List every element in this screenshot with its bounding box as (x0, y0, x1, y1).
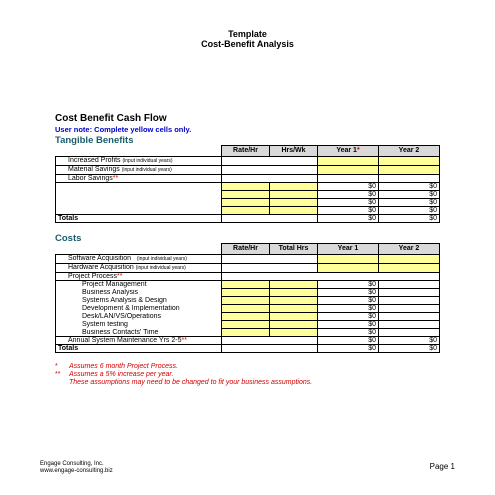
assumption-2: ** Assumes a 5% increase per year. (55, 371, 174, 378)
table-row (56, 207, 440, 215)
value-cell: $0 (318, 313, 379, 321)
empty-cell (222, 215, 270, 223)
table-row (56, 273, 440, 281)
table-row (56, 157, 440, 166)
table-row (56, 183, 440, 191)
total-year1: $0 (318, 215, 379, 223)
input-cell[interactable] (222, 183, 270, 191)
col-year1: Year 1* (318, 146, 379, 157)
row-label (56, 191, 222, 199)
value-cell: $0 (318, 183, 379, 191)
row-label: Project Process** (56, 273, 222, 281)
input-cell[interactable] (222, 313, 270, 321)
value-cell: $0 (318, 337, 379, 345)
input-cell[interactable] (270, 199, 318, 207)
input-cell[interactable] (222, 191, 270, 199)
row-label: System testing (56, 321, 222, 329)
totals-row (56, 345, 440, 353)
col-year2: Year 2 (379, 244, 440, 255)
row-label: Project Management (56, 281, 222, 289)
input-cell[interactable] (270, 191, 318, 199)
table-row (56, 191, 440, 199)
doc-title-line2: Cost-Benefit Analysis (201, 39, 294, 49)
table-row (56, 264, 440, 273)
input-cell[interactable] (222, 207, 270, 215)
tangible-benefits-heading: Tangible Benefits (55, 135, 134, 146)
empty-cell (379, 313, 440, 321)
empty-cell (270, 175, 318, 183)
empty-cell (270, 215, 318, 223)
row-label: Desk/LAN/VS/Operations (56, 313, 222, 321)
row-label: Material Savings (input individual years) (56, 166, 222, 175)
col-year2: Year 2 (379, 146, 440, 157)
value-cell: $0 (318, 191, 379, 199)
input-cell[interactable] (270, 321, 318, 329)
row-label: Development & Implementation (56, 305, 222, 313)
empty-cell (222, 273, 270, 281)
table-row (56, 329, 440, 337)
col-year1: Year 1 (318, 244, 379, 255)
table-row (56, 297, 440, 305)
total-year2: $0 (379, 215, 440, 223)
input-cell[interactable] (270, 289, 318, 297)
blank-cell (56, 146, 222, 157)
total-year1: $0 (318, 345, 379, 353)
empty-cell (318, 175, 379, 183)
input-cell[interactable] (379, 157, 440, 166)
input-cell[interactable] (318, 264, 379, 273)
value-cell: $0 (318, 207, 379, 215)
empty-cell (222, 255, 270, 264)
section-title: Cost Benefit Cash Flow (55, 113, 167, 124)
empty-cell (222, 337, 270, 345)
input-cell[interactable] (270, 313, 318, 321)
input-cell[interactable] (222, 199, 270, 207)
input-cell[interactable] (270, 297, 318, 305)
value-cell: $0 (379, 337, 440, 345)
table-row (56, 313, 440, 321)
value-cell: $0 (379, 191, 440, 199)
input-cell[interactable] (222, 329, 270, 337)
totals-label: Totals (56, 345, 222, 353)
col-total-hrs: Total Hrs (270, 244, 318, 255)
value-cell: $0 (318, 289, 379, 297)
col-rate: Rate/Hr (222, 244, 270, 255)
input-cell[interactable] (222, 321, 270, 329)
input-cell[interactable] (222, 297, 270, 305)
footer-url[interactable]: www.engage-consulting.biz (40, 468, 113, 474)
value-cell: $0 (379, 183, 440, 191)
input-cell[interactable] (270, 329, 318, 337)
value-cell: $0 (318, 321, 379, 329)
input-cell[interactable] (318, 157, 379, 166)
empty-cell (379, 321, 440, 329)
input-cell[interactable] (270, 183, 318, 191)
table-row (56, 166, 440, 175)
empty-cell (222, 166, 270, 175)
value-cell: $0 (379, 199, 440, 207)
col-rate: Rate/Hr (222, 146, 270, 157)
costs-table (55, 243, 440, 353)
costs-heading: Costs (55, 233, 82, 244)
table-row (56, 305, 440, 313)
value-cell: $0 (318, 297, 379, 305)
empty-cell (318, 273, 379, 281)
empty-cell (222, 175, 270, 183)
empty-cell (270, 273, 318, 281)
benefits-table (55, 145, 440, 223)
blank-cell (56, 244, 222, 255)
totals-label: Totals (56, 215, 222, 223)
row-label (56, 183, 222, 191)
col-hrs-wk: Hrs/Wk (270, 146, 318, 157)
table-row (56, 199, 440, 207)
doc-title-line1: Template (228, 29, 267, 39)
value-cell: $0 (318, 199, 379, 207)
value-cell: $0 (318, 305, 379, 313)
row-label: Labor Savings** (56, 175, 222, 183)
empty-cell (222, 157, 270, 166)
row-label: Hardware Acquisition (input individual years) (56, 264, 222, 273)
row-label: Systems Analysis & Design (56, 297, 222, 305)
empty-cell (379, 175, 440, 183)
user-note: User note: Complete yellow cells only. (55, 125, 192, 134)
empty-cell (270, 345, 318, 353)
input-cell[interactable] (270, 207, 318, 215)
row-label (56, 207, 222, 215)
totals-row (56, 215, 440, 223)
value-cell: $0 (318, 281, 379, 289)
empty-cell (379, 297, 440, 305)
assumption-1: * Assumes 6 month Project Process. (55, 363, 178, 370)
empty-cell (379, 289, 440, 297)
empty-cell (222, 345, 270, 353)
page-number: Page 1 (429, 462, 455, 471)
input-cell[interactable] (318, 255, 379, 264)
footer-company: Engage Consulting, Inc. (40, 461, 104, 467)
input-cell[interactable] (270, 281, 318, 289)
input-cell[interactable] (379, 264, 440, 273)
input-cell[interactable] (222, 289, 270, 297)
assumption-3: These assumptions may need to be changed to fit your business assumptions. (69, 379, 313, 386)
empty-cell (270, 337, 318, 345)
empty-cell (379, 305, 440, 313)
total-year2: $0 (379, 345, 440, 353)
value-cell: $0 (379, 207, 440, 215)
row-label: Business Contacts' Time (56, 329, 222, 337)
empty-cell (270, 264, 318, 273)
input-cell[interactable] (379, 166, 440, 175)
empty-cell (379, 329, 440, 337)
empty-cell (270, 166, 318, 175)
table-row (56, 281, 440, 289)
row-label (56, 199, 222, 207)
input-cell[interactable] (379, 255, 440, 264)
empty-cell (222, 264, 270, 273)
input-cell[interactable] (222, 281, 270, 289)
row-label: Increased Profits (input individual years) (56, 157, 222, 166)
empty-cell (379, 281, 440, 289)
table-row (56, 175, 440, 183)
empty-cell (270, 255, 318, 264)
row-label: Annual System Maintenance Yrs 2-5** (56, 337, 222, 345)
empty-cell (379, 273, 440, 281)
empty-cell (270, 157, 318, 166)
row-label: Business Analysis (56, 289, 222, 297)
input-cell[interactable] (270, 305, 318, 313)
input-cell[interactable] (318, 166, 379, 175)
value-cell: $0 (318, 329, 379, 337)
row-label: Software Acquisition (input individual years) (56, 255, 222, 264)
table-row (56, 289, 440, 297)
table-row (56, 255, 440, 264)
input-cell[interactable] (222, 305, 270, 313)
table-row (56, 337, 440, 345)
table-row (56, 321, 440, 329)
